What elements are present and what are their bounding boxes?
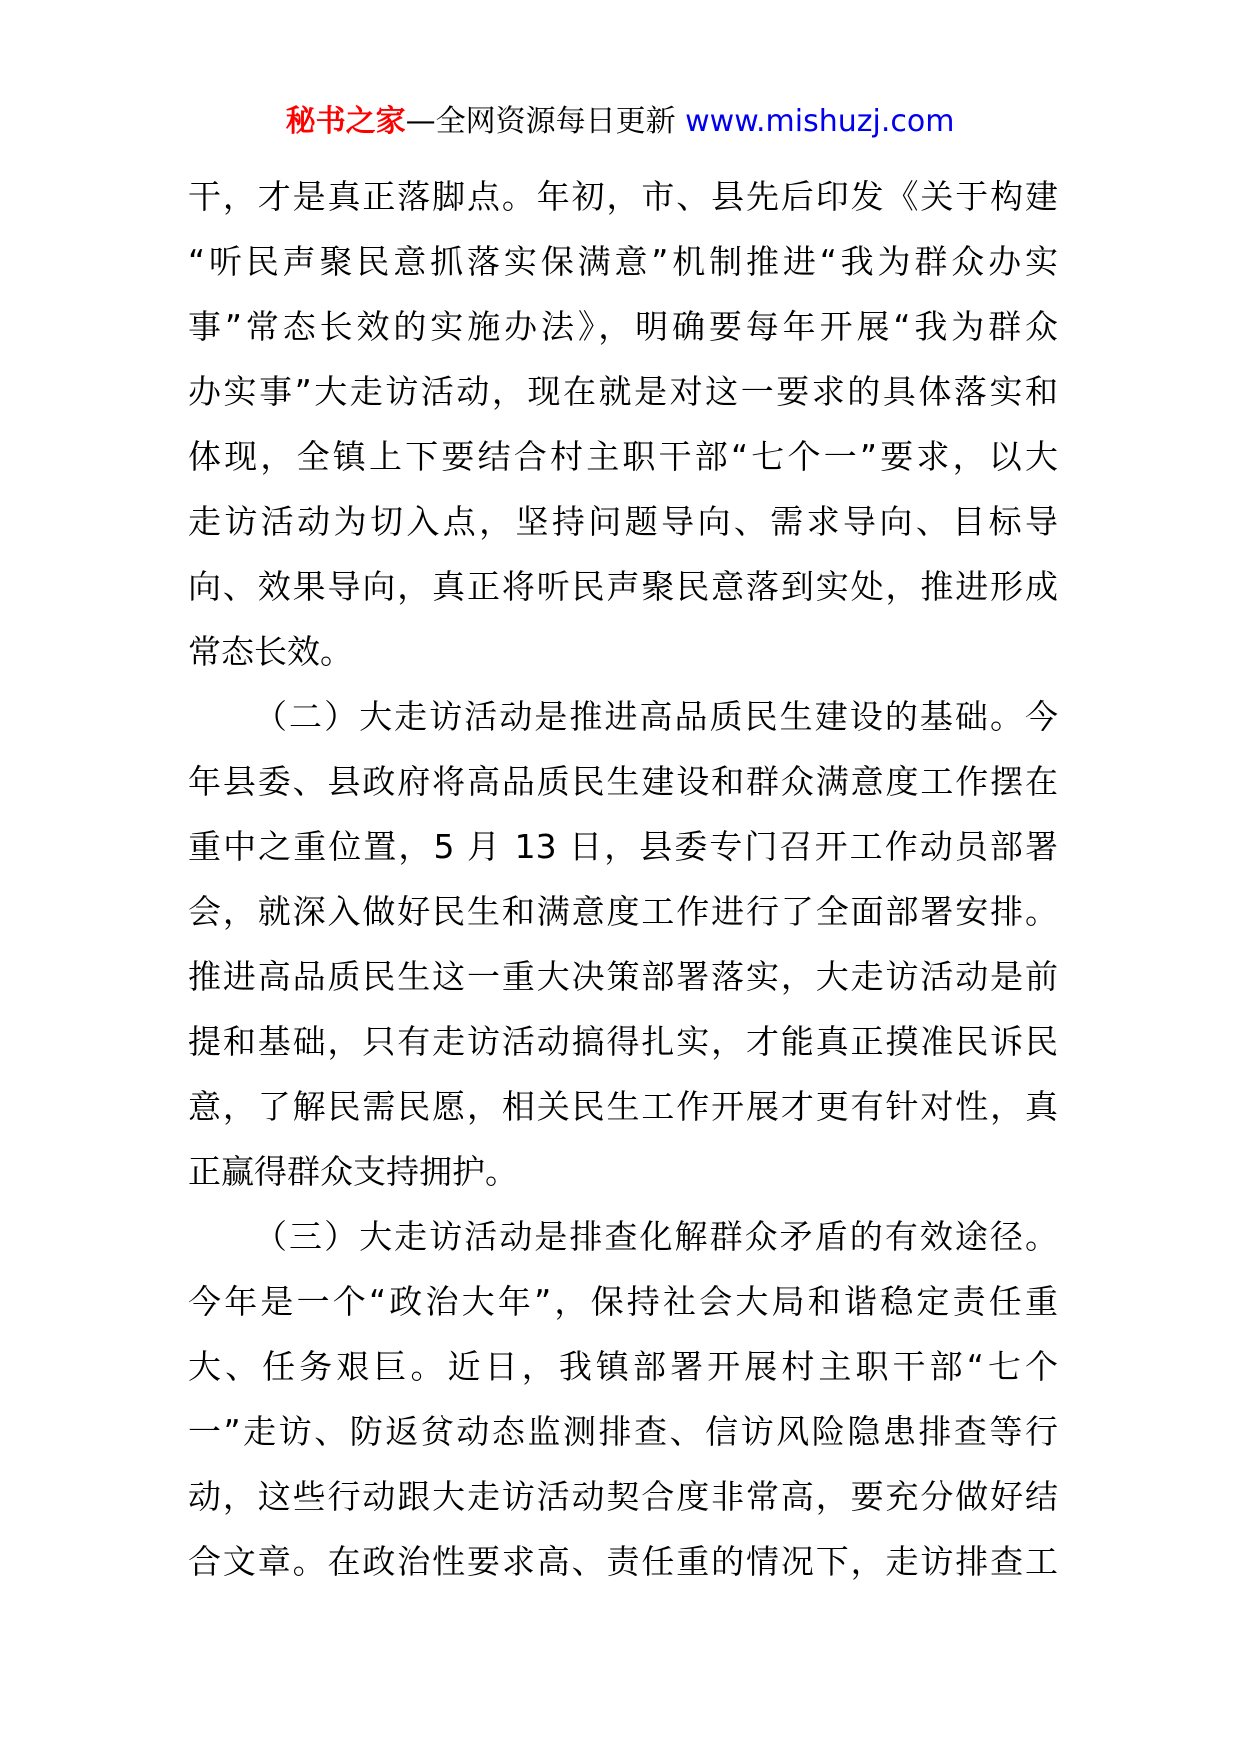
text-line: 向、效果导向，真正将听民声聚民意落到实处，推进形成 [188, 567, 1058, 606]
text-line: “听民声聚民意抓落实保满意”机制推进“我为群众办实 [188, 242, 1058, 281]
text-line: 事”常态长效的实施办法》，明确要每年开展“我为群众 [188, 307, 1058, 346]
text-line: 体现，全镇上下要结合村主职干部“七个一”要求，以大 [188, 437, 1058, 476]
text-line: 推进高品质民生这一重大决策部署落实，大走访活动是前 [188, 957, 1058, 996]
text-line: （三）大走访活动是排查化解群众矛盾的有效途径。 [254, 1217, 1058, 1256]
text-line: 干，才是真正落脚点。年初，市、县先后印发《关于构建 [188, 177, 1058, 216]
text-line: 重中之重位置，5 月 13 日，县委专门召开工作动员部署 [188, 827, 1058, 866]
text-line: 提和基础，只有走访活动搞得扎实，才能真正摸准民诉民 [188, 1022, 1058, 1061]
text-line: 一”走访、防返贫动态监测排查、信访风险隐患排查等行 [188, 1412, 1058, 1451]
brand-name: 秘书之家 [285, 104, 406, 139]
text-line: 动，这些行动跟大走访活动契合度非常高，要充分做好结 [188, 1477, 1058, 1516]
text-line: （二）大走访活动是推进高品质民生建设的基础。今 [254, 697, 1058, 736]
text-line: 正赢得群众支持拥护。 [188, 1152, 518, 1191]
site-header [0, 100, 1240, 144]
header-url-link[interactable]: www.mishuzj.com [685, 104, 955, 139]
text-line: 常态长效。 [188, 632, 353, 671]
text-line: 会，就深入做好民生和满意度工作进行了全面部署安排。 [188, 892, 1058, 931]
text-line: 办实事”大走访活动，现在就是对这一要求的具体落实和 [188, 372, 1058, 411]
text-line: 大、任务艰巨。近日，我镇部署开展村主职干部“七个 [188, 1347, 1058, 1386]
text-line: 走访活动为切入点，坚持问题导向、需求导向、目标导 [188, 502, 1058, 541]
text-line: 合文章。在政治性要求高、责任重的情况下，走访排查工 [188, 1542, 1058, 1581]
text-line: 意，了解民需民愿，相关民生工作开展才更有针对性，真 [188, 1087, 1058, 1126]
text-line: 今年是一个“政治大年”，保持社会大局和谐稳定责任重 [188, 1282, 1058, 1321]
header-tagline: —全网资源每日更新 [405, 104, 676, 139]
document-body [188, 164, 1058, 1594]
text-line: 年县委、县政府将高品质民生建设和群众满意度工作摆在 [188, 762, 1058, 801]
